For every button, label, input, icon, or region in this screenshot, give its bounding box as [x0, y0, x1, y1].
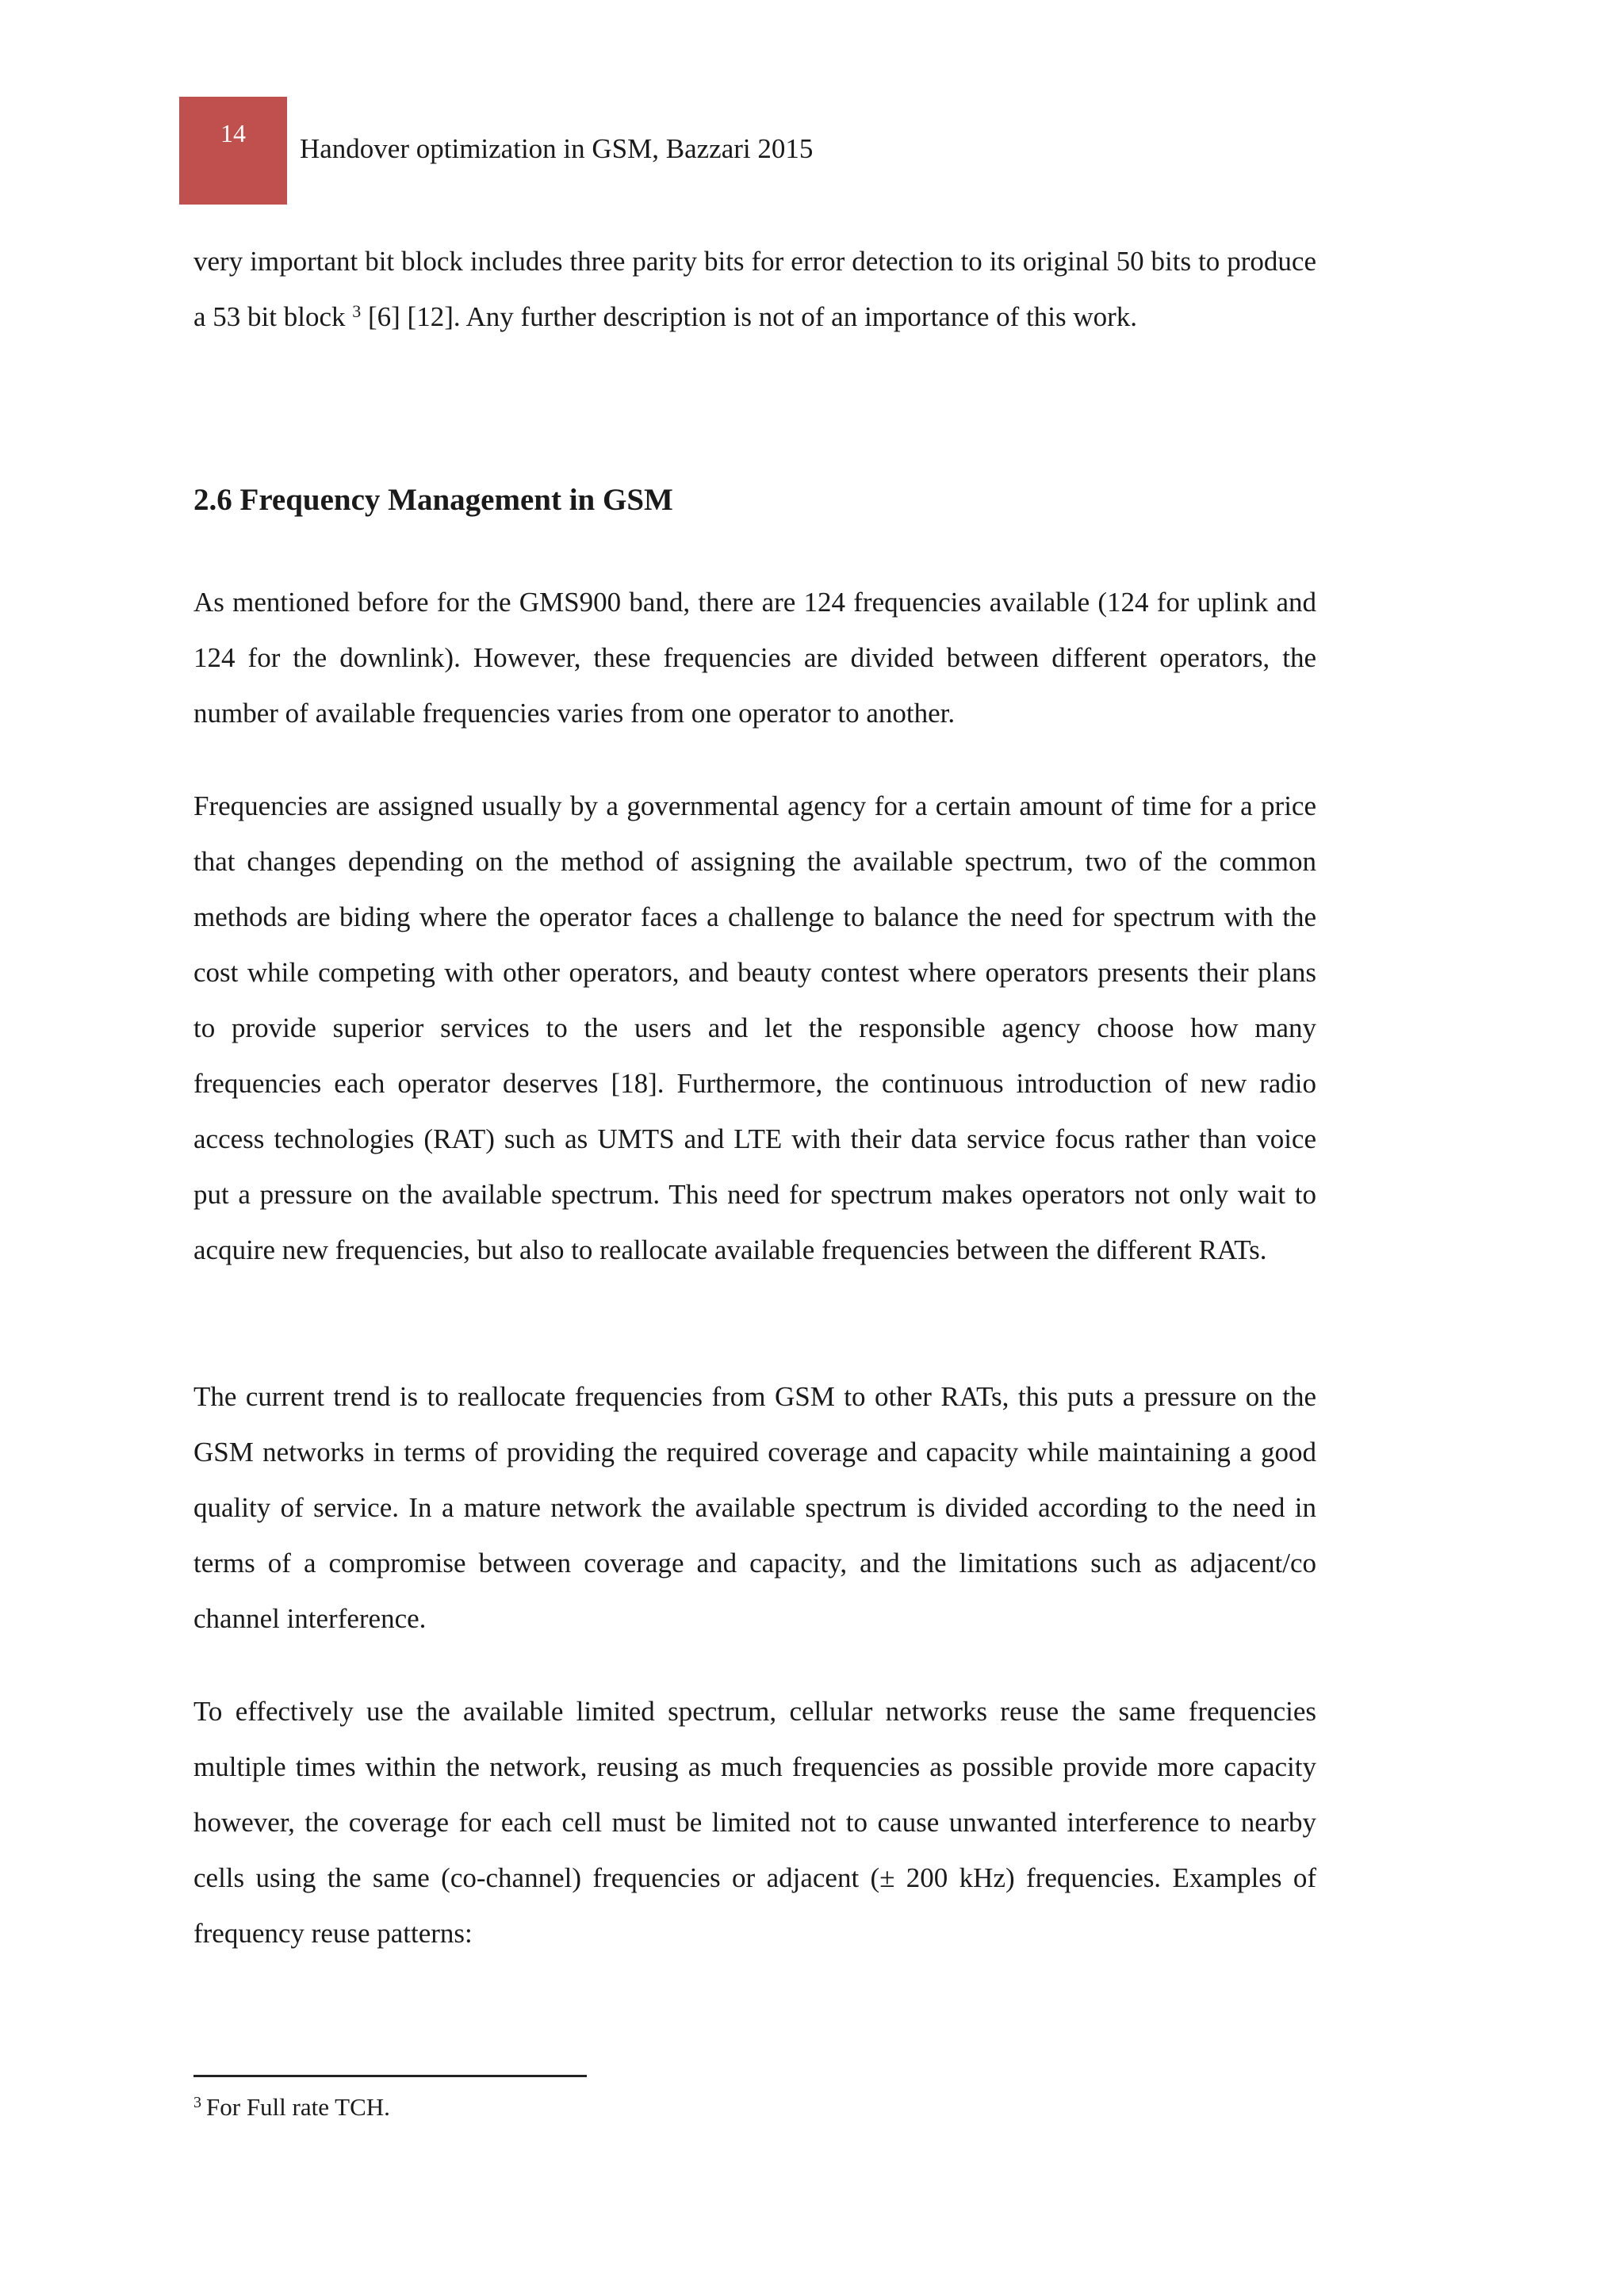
footnote [193, 2093, 390, 2122]
paragraph-3: The current trend is to reallocate frequencies from GSM to other RATs, this puts a pressure on the GSM networks in terms of providing the required coverage and capacity while maintaining a good quality of service. In a mature network the available spectrum is divided according to the need in terms of a compromise between coverage and capacity, and the limitations such as adjacent/co channel interference. [193, 1381, 1316, 1634]
footnote-separator [193, 2075, 587, 2077]
page-number-box [179, 97, 287, 205]
section-heading: 2.6 Frequency Management in GSM [193, 483, 673, 517]
intro-paragraph [193, 234, 1316, 345]
page-number: 14 [220, 119, 246, 147]
running-header-title: Handover optimization in GSM, Bazzari 2015 [300, 133, 814, 164]
footnote-marker: 3 [193, 2094, 201, 2111]
intro-text-before-ref: very important bit block includes three parity bits for error detection to its original 50 bits to produce a 53 bit block [193, 246, 1316, 332]
paragraph-1: As mentioned before for the GMS900 band, there are 124 frequencies available (124 for uplink and 124 for the downlink). However, these frequencies are divided between different operators, the number of available frequencies varies from one operator to another. [193, 587, 1316, 729]
footnote-reference[interactable]: 3 [352, 301, 362, 321]
paragraph-2: Frequencies are assigned usually by a governmental agency for a certain amount of time for a price that changes depending on the method of assigning the available spectrum, two of the common methods are biding where the operator faces a challenge to balance the need for spectrum with the cost while competing with other operators, and beauty contest where operators presents their plans to provide superior services to the users and let the responsible agency choose how many frequencies each operator deserves [18]. Furthermore, the continuous introduction of new radio access technologies (RAT) such as UMTS and LTE with their data service focus rather than voice put a pressure on the available spectrum. This need for spectrum makes operators not only wait to acquire new frequencies, but also to reallocate available frequencies between the different RATs. [193, 790, 1316, 1265]
intro-text-after-ref: [6] [12]. Any further description is not of an importance of this work. [361, 301, 1138, 332]
paragraph-4: To effectively use the available limited spectrum, cellular networks reuse the same frequencies multiple times within the network, reusing as much frequencies as possible provide more capacity however, the coverage for each cell must be limited not to cause unwanted interference to nearby cells using the same (co-channel) frequencies or adjacent (± 200 kHz) frequencies. Examples of frequency reuse patterns: [193, 1696, 1316, 1949]
footnote-text: For Full rate TCH. [206, 2093, 390, 2121]
